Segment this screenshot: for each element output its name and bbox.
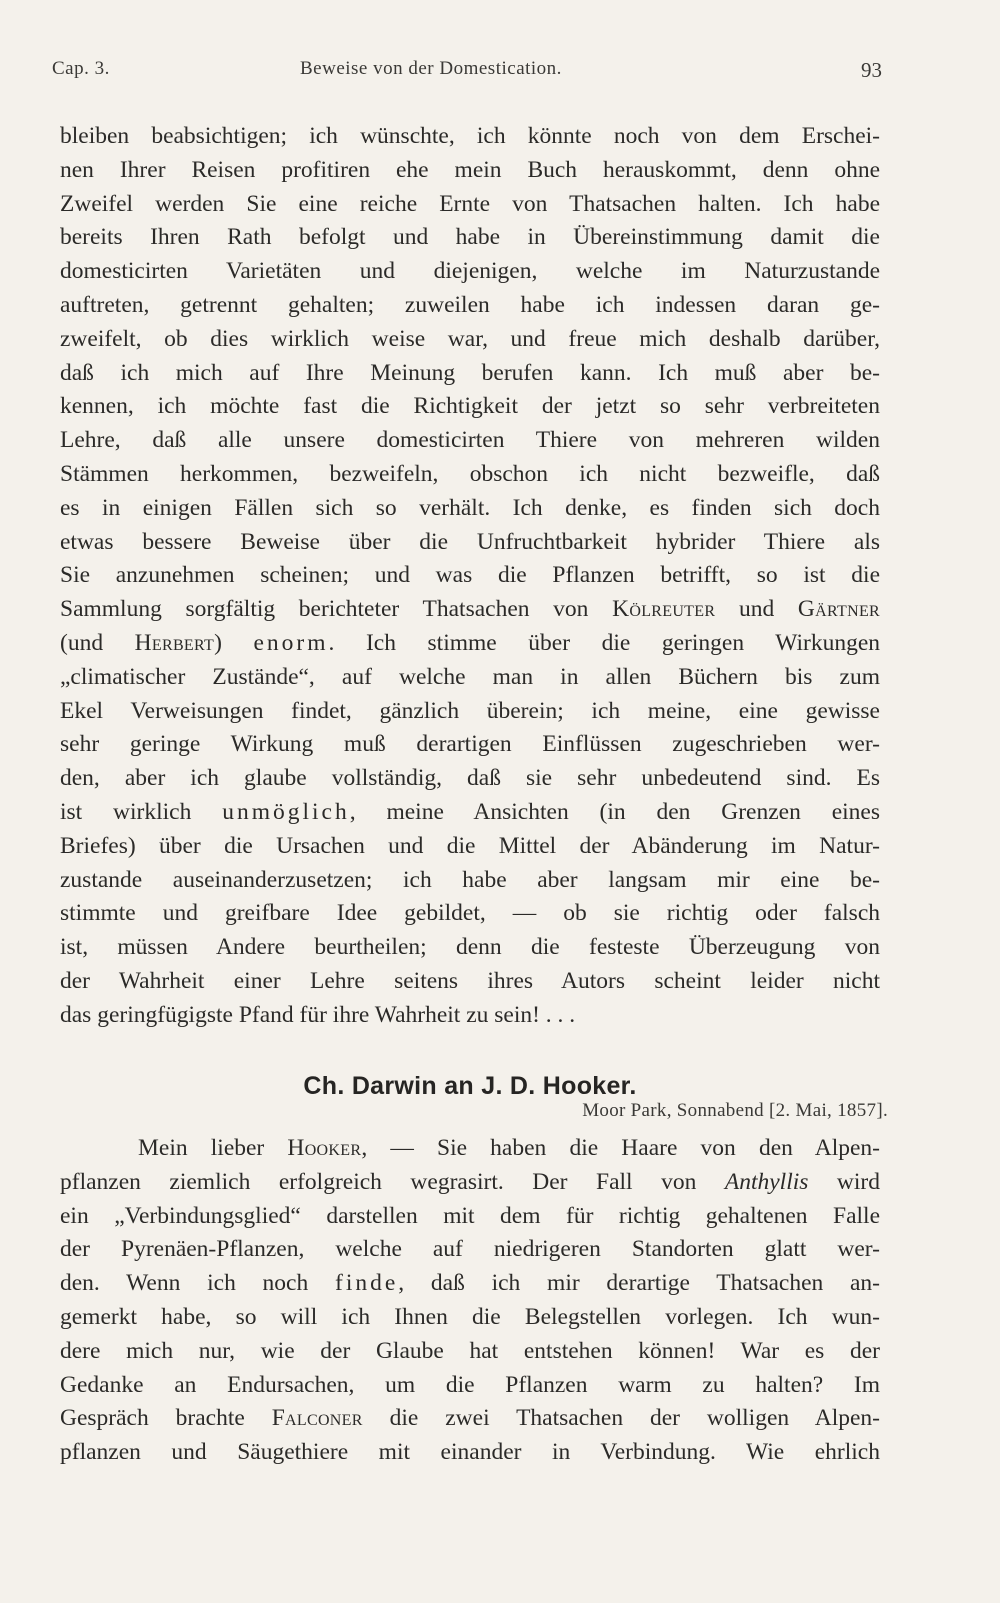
name-hooker: Hooker — [287, 1135, 362, 1161]
text-line: Ekel Verweisungen findet, gänzlich überein; ich meine, eine gewisse — [60, 697, 880, 724]
text-line: das geringfügigste Pfand für ihre Wahrheit zu sein! . . . — [60, 1001, 576, 1028]
text-line: Sie anzunehmen scheinen; und was die Pflanzen betrifft, so ist die — [60, 562, 880, 589]
text-line: sehr geringe Wirkung muß derartigen Einflüssen zugeschrieben wer- — [60, 731, 880, 758]
text-run: , meine Ansichten (in den Grenzen eines — [349, 798, 880, 825]
name-herbert: Herbert — [134, 629, 215, 656]
text-run: den. Wenn ich noch — [60, 1270, 335, 1297]
text-line: gemerkt habe, so will ich Ihnen die Belegstellen vorlegen. Ich wun- — [60, 1303, 880, 1330]
text-run: pflanzen ziemlich erfolgreich wegrasirt. Der Fall von — [60, 1168, 725, 1195]
text-line: Gedanke an Endursachen, um die Pflanzen warm zu halten? Im — [60, 1371, 880, 1398]
letter-heading — [0, 1072, 1000, 1101]
text-run: , daß ich mir derartige Thatsachen an- — [398, 1270, 881, 1297]
text-run: Gespräch brachte — [60, 1405, 272, 1432]
text-run: ist wirklich — [60, 798, 223, 825]
text-line: Lehre, daß alle unsere domesticirten Thiere von mehreren wilden — [60, 427, 880, 454]
text-line — [60, 796, 880, 830]
text-line: zustande auseinanderzusetzen; ich habe aber langsam mir eine be- — [60, 866, 880, 893]
italic-anthyllis: Anthyllis — [724, 1168, 809, 1195]
text-line — [60, 1267, 880, 1301]
text-line: zweifelt, ob dies wirklich weise war, und freue mich deshalb darüber, — [60, 325, 880, 352]
text-line: kennen, ich möchte fast die Richtigkeit der jetzt so sehr verbreiteten — [60, 393, 880, 420]
text-line: der Wahrheit einer Lehre seitens ihres Autors scheint leider nicht — [60, 967, 880, 994]
letter-heading-text: Ch. Darwin an J. D. Hooker. — [303, 1072, 637, 1100]
text-run: und — [715, 596, 798, 623]
text-line — [60, 1402, 880, 1436]
text-run: (und — [60, 629, 135, 656]
text-line: „climatischer Zustände“, auf welche man in allen Büchern bis zum — [60, 663, 880, 690]
text-line: stimmte und greifbare Idee gebildet, — ob sie richtig oder falsch — [60, 900, 880, 927]
spaced-emphasis: finde — [335, 1270, 399, 1297]
letter-body — [60, 1132, 880, 1470]
text-line — [60, 627, 880, 661]
chapter-label: Cap. 3. — [52, 58, 110, 79]
text-run: ) — [214, 629, 254, 656]
running-title: Beweise von der Domestication. — [300, 58, 562, 79]
text-run: Sammlung sorgfältig berichteter Thatsachen von — [60, 596, 613, 623]
text-run: die zwei Thatsachen der wolligen Alpen- — [362, 1405, 880, 1432]
name-falconer: Falconer — [271, 1405, 363, 1432]
text-line: etwas bessere Beweise über die Unfruchtbarkeit hybrider Thiere als — [60, 528, 880, 555]
text-line: Briefes) über die Ursachen und die Mittel der Abänderung im Natur- — [60, 832, 880, 859]
text-run: Mein lieber — [138, 1135, 288, 1161]
spaced-emphasis: unmöglich — [222, 798, 350, 825]
text-run: , — Sie haben die Haare von den Alpen- — [361, 1135, 881, 1161]
text-line: dere mich nur, wie der Glaube hat entstehen können! War es der — [60, 1337, 880, 1364]
text-line: domesticirten Varietäten und diejenigen, welche im Naturzustande — [60, 258, 880, 285]
letter-body-continued — [60, 120, 880, 1033]
name-gaertner: Gärtner — [797, 596, 880, 623]
page-number: 93 — [861, 58, 882, 82]
text-line — [60, 1166, 880, 1200]
text-line: den, aber ich glaube vollständig, daß sie sehr unbedeutend sind. Es — [60, 765, 880, 792]
text-line: Stämmen herkommen, bezweifeln, obschon ich nicht bezweifle, daß — [60, 460, 880, 487]
text-line: auftreten, getrennt gehalten; zuweilen habe ich indessen daran ge- — [60, 291, 880, 318]
text-line: bleiben beabsichtigen; ich wünschte, ich könnte noch von dem Erschei- — [60, 123, 880, 149]
running-head — [52, 58, 882, 88]
spaced-emphasis: enorm — [253, 629, 329, 656]
text-line: ein „Verbindungsglied“ darstellen mit dem für richtig gehaltenen Falle — [60, 1202, 880, 1229]
dateline: Moor Park, Sonnabend [2. Mai, 1857]. — [582, 1100, 888, 1121]
text-line: es in einigen Fällen sich so verhält. Ich denke, es finden sich doch — [60, 494, 880, 521]
text-line: Zweifel werden Sie eine reiche Ernte von Thatsachen halten. Ich habe — [60, 190, 880, 217]
text-line: ist, müssen Andere beurtheilen; denn die festeste Überzeugung von — [60, 934, 880, 961]
text-line: pflanzen und Säugethiere mit einander in Verbindung. Wie ehrlich — [60, 1439, 880, 1466]
text-line: der Pyrenäen-Pflanzen, welche auf niedrigeren Standorten glatt wer- — [60, 1236, 880, 1263]
text-line: daß ich mich auf Ihre Meinung berufen kann. Ich muß aber be- — [60, 359, 880, 386]
text-run: . Ich stimme über die geringen Wirkungen — [328, 629, 880, 656]
text-line: nen Ihrer Reisen profitiren ehe mein Buch herauskommt, denn ohne — [60, 156, 880, 183]
text-run: wird — [808, 1168, 880, 1195]
text-line — [60, 1132, 880, 1166]
text-line — [60, 593, 880, 627]
text-line: bereits Ihren Rath befolgt und habe in Übereinstimmung damit die — [60, 224, 880, 251]
name-koelreuter: Kölreuter — [612, 596, 716, 623]
